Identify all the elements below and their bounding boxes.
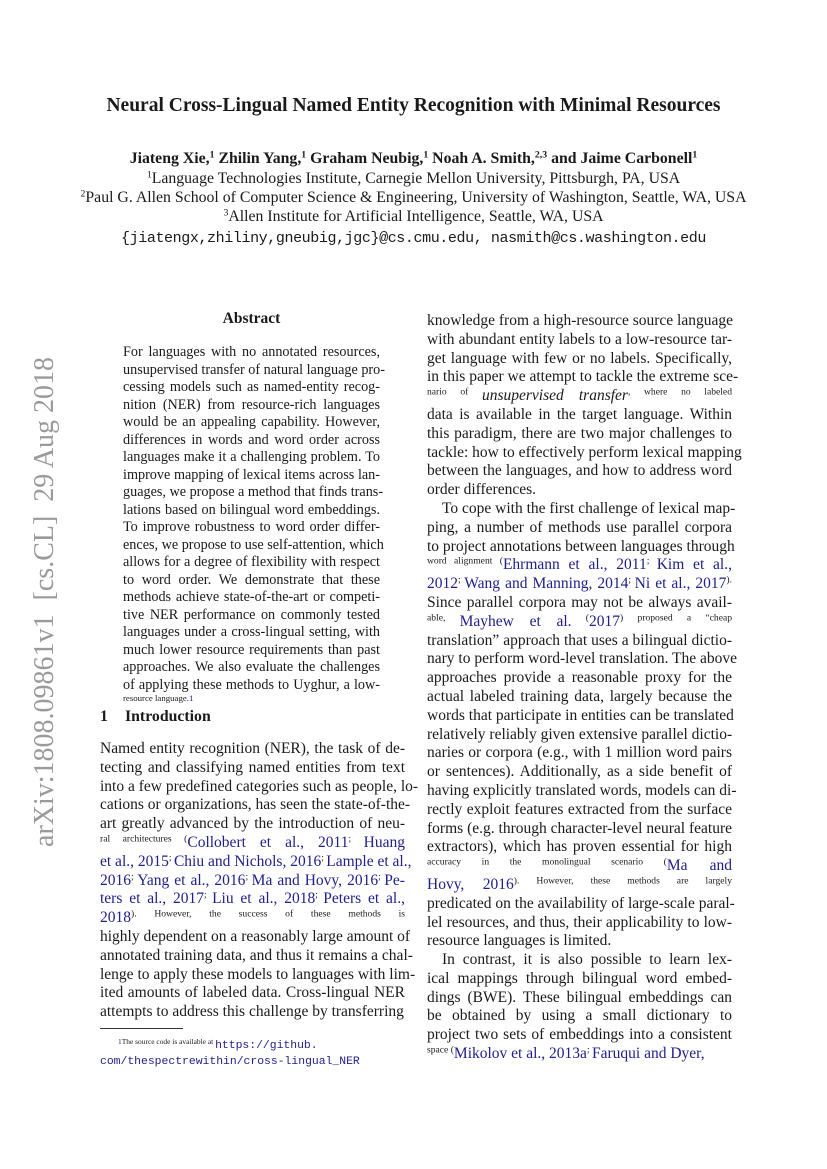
citation-link[interactable]: Liu et al., 2018 xyxy=(212,890,316,908)
citation-link[interactable]: Pe- xyxy=(384,871,405,889)
text-line xyxy=(100,872,405,891)
text-line xyxy=(427,876,732,895)
abstract-body xyxy=(123,344,385,712)
text-run: ; xyxy=(321,852,327,864)
text-line xyxy=(100,834,405,853)
text-run: accuracy in the monolingual scenario ( xyxy=(427,856,667,868)
text-run: The source code is available at xyxy=(121,1036,216,1046)
url-link[interactable]: com/thespectrewithin/cross-lingual_NER xyxy=(100,1056,360,1068)
text-line: ical mappings through bilingual word embed- xyxy=(427,969,732,987)
text-line: order differences. xyxy=(427,481,537,499)
text-line: differences in words and word order across xyxy=(123,431,380,448)
text-line: naries or corpora (e.g., with 1 million word pairs xyxy=(427,744,732,762)
citation-link[interactable]: Collobert et al., 2011 xyxy=(187,833,349,851)
text-line: this paradigm, there are two major challenges to xyxy=(427,424,732,442)
text-line: to word order. We demonstrate that these xyxy=(123,571,380,588)
citation-link[interactable]: Mayhew et al. xyxy=(459,612,572,630)
text-line: methods achieve state-of-the-art or competi- xyxy=(123,589,380,605)
author-emails: {jiatengx,zhiliny,gneubig,jgc}@cs.cmu.edu, nasmith@cs.washington.edu xyxy=(121,230,706,247)
text-run: ; xyxy=(646,556,657,568)
citation-link[interactable]: Yang et al., 2016 xyxy=(137,871,246,889)
text-line: or sentences). Additionally, as a side benefit of xyxy=(427,763,732,781)
text-line: art greatly advanced by the introduction of neu- xyxy=(100,815,405,833)
citation-link[interactable]: Ma and xyxy=(666,857,732,875)
text-line: approaches provide a reasonable proxy for the xyxy=(427,669,732,687)
text-line xyxy=(100,890,405,909)
text-line: tackle: how to effectively perform lexical mapping xyxy=(427,443,742,461)
text-line: of applying these methods to Uyghur, a low- xyxy=(123,676,380,693)
text-line xyxy=(100,1036,405,1052)
text-line: guages, we propose a method that finds trans- xyxy=(123,484,384,500)
text-line: lel resources, and thus, their applicability to low- xyxy=(427,913,732,931)
text-run: ). However, these methods are largely xyxy=(513,875,732,887)
citation-link[interactable]: et al., 2015 xyxy=(100,852,169,870)
text-run: ; xyxy=(245,871,252,883)
text-line xyxy=(427,857,732,876)
text-line: translation” approach that uses a bilingual dictio- xyxy=(427,631,732,649)
text-run: ; xyxy=(378,871,385,883)
citation-link[interactable]: ters et al., 2017 xyxy=(100,890,205,908)
citation-link[interactable]: Wang and Manning, 2014 xyxy=(464,575,629,593)
citation-link[interactable]: Kim et al., xyxy=(656,556,732,574)
text-line: In contrast, it is also possible to learn lex- xyxy=(442,951,732,969)
footnote-marker[interactable]: 1 xyxy=(118,1036,122,1046)
text-line: cations or organizations, has seen the state-of-the- xyxy=(100,796,411,814)
text-line: ping, a number of methods use parallel corpora xyxy=(427,518,732,536)
text-line: cessing models such as named-entity recog- xyxy=(123,379,380,395)
text-line: languages make it a challenging problem. To xyxy=(123,449,380,465)
footnote-divider xyxy=(100,1028,183,1029)
author: Noah A. Smith,$^{2,3}$ xyxy=(432,149,548,167)
text-run: ; xyxy=(204,890,213,902)
text-run: resource language. xyxy=(123,693,189,704)
text-line: forms (e.g. through character-level neural feature xyxy=(427,819,732,837)
citation-link[interactable]: 2016 xyxy=(100,871,131,889)
text-run: ; xyxy=(315,890,324,902)
text-line xyxy=(427,387,732,406)
text-line: lations based on bilingual word embeddings. xyxy=(123,501,380,518)
text-line: lenge to apply these models to languages with lim- xyxy=(100,965,416,983)
text-line: improve mapping of lexical items across lan- xyxy=(123,466,380,483)
citation-link[interactable]: Ni et al., 2017 xyxy=(634,575,727,593)
affiliation: $^2$Paul G. Allen School of Computer Science & Engineering, University of Washington, Seattle, WA, USA xyxy=(80,188,747,206)
text-line: tive NER performance on commonly tested xyxy=(123,606,380,623)
author: and Jaime Carbonell$^1$ xyxy=(551,149,698,167)
paper-title: Neural Cross-Lingual Named Entity Recognition with Minimal Resources xyxy=(106,95,721,116)
text-line: highly dependent on a reasonably large amount of xyxy=(100,927,411,945)
text-line: Named entity recognition (NER), the task of de- xyxy=(100,740,405,757)
text-line xyxy=(427,575,732,594)
author: Graham Neubig,$^1$ xyxy=(310,149,429,167)
footnote-marker[interactable]: 1 xyxy=(188,693,194,704)
text-line: annotated training data, and thus it remains a chal- xyxy=(100,946,413,964)
text-run: ( xyxy=(571,612,590,624)
citation-link[interactable]: 2017 xyxy=(589,612,621,630)
citation-link[interactable]: 2012 xyxy=(427,575,458,593)
citation-link[interactable]: 2018 xyxy=(100,909,131,927)
citation-link[interactable]: Huang xyxy=(363,833,405,851)
affiliation: $^3$Allen Institute for Artificial Intelligence, Seattle, WA, USA xyxy=(223,207,604,225)
affiliation: $^1$Language Technologies Institute, Carnegie Mellon University, Pittsburgh, PA, USA xyxy=(146,169,681,187)
text-run: nario of xyxy=(427,386,482,398)
intro-left-column xyxy=(100,740,419,1022)
text-line: dings (BWE). These bilingual embeddings can xyxy=(427,988,732,1006)
text-line xyxy=(100,909,405,928)
text-line: nary to perform word-level translation. The above xyxy=(427,650,738,668)
text-line: rectly exploit features extracted from the surface xyxy=(427,800,732,818)
text-run: ; xyxy=(348,833,364,845)
text-line: data is available in the target language. Within xyxy=(427,405,732,423)
text-line xyxy=(427,1045,732,1064)
text-line: actual labeled training data, largely because the xyxy=(427,687,732,705)
citation-link[interactable]: Mikolov et al., 2013a xyxy=(453,1045,587,1063)
section-heading-introduction: 1 Introduction xyxy=(100,708,211,725)
citation-link[interactable]: Peters et al., xyxy=(323,890,405,908)
text-line: unsupervised transfer of natural language pro- xyxy=(123,361,385,378)
text-line: ences, we propose to use self-attention, which xyxy=(123,536,384,553)
text-line: project two sets of embeddings into a consistent xyxy=(427,1026,732,1044)
text-run: ; xyxy=(458,574,465,586)
text-run: ; xyxy=(168,852,174,864)
text-line: would be an appealing capability. However, xyxy=(123,414,380,430)
text-line: To improve robustness to word order differ- xyxy=(123,519,380,535)
text-line: relatively reliably given extensive parallel dictio- xyxy=(427,725,733,743)
text-line: ited amounts of labeled data. Cross-lingual NER xyxy=(100,984,405,1002)
text-run: ; xyxy=(131,871,138,883)
text-line: in this paper we attempt to tackle the extreme sce- xyxy=(427,368,739,386)
intro-right-column xyxy=(427,312,742,1064)
citation-link[interactable]: Hovy, 2016 xyxy=(427,875,514,893)
emphasis-text: unsupervised transfer xyxy=(481,387,628,405)
text-line: tecting and classifying named entities from text xyxy=(100,758,405,776)
text-run: space ( xyxy=(427,1044,454,1056)
author-list xyxy=(0,150,827,168)
text-run: ). xyxy=(726,574,732,586)
text-line: words that participate in entities can be translated xyxy=(427,706,734,724)
citation-link[interactable]: Ehrmann et al., 2011 xyxy=(502,556,647,574)
url-link[interactable]: https://github. xyxy=(215,1040,318,1052)
text-run: ; xyxy=(586,1044,593,1056)
citation-link[interactable]: Lample et al., xyxy=(326,852,412,870)
author: Jiateng Xie,$^1$ xyxy=(129,149,215,167)
citation-link[interactable]: Faruqui and Dyer, xyxy=(592,1045,705,1063)
citation-link[interactable]: Chiu and Nichols, 2016 xyxy=(173,852,322,870)
text-run: ral architectures ( xyxy=(100,833,188,845)
text-line xyxy=(100,1052,405,1068)
citation-link[interactable]: Ma and Hovy, 2016 xyxy=(251,871,379,889)
text-line: attempts to address this challenge by transferring xyxy=(100,1003,404,1021)
text-line: knowledge from a high-resource source language xyxy=(427,312,734,329)
text-line xyxy=(427,613,732,632)
abstract-heading: Abstract xyxy=(222,310,281,327)
text-line: languages under a cross-lingual setting, with xyxy=(123,624,380,640)
text-line: be obtained by using a small dictionary to xyxy=(427,1007,732,1025)
text-run: ; xyxy=(628,574,635,586)
text-line xyxy=(100,852,412,872)
text-line: To cope with the first challenge of lexical map- xyxy=(442,499,736,517)
text-line xyxy=(427,556,732,575)
text-line: having explicitly translated words, models can di- xyxy=(427,781,737,799)
text-run: , where no labeled xyxy=(627,386,732,398)
text-line: extractors), which has proven essential for high xyxy=(427,838,732,856)
text-line: nition (NER) from resource-rich languages xyxy=(123,396,380,413)
text-line: much lower resource requirements than past xyxy=(123,641,380,658)
text-run: ). However, the success of these methods is xyxy=(131,908,405,920)
text-line: between the languages, and how to address word xyxy=(427,462,732,480)
text-line: into a few predefined categories such as people, lo- xyxy=(100,777,419,795)
text-line: allows for a degree of flexibility with respect xyxy=(123,554,380,570)
author: Zhilin Yang,$^1$ xyxy=(218,149,307,167)
text-line: with abundant entity labels to a low-resource tar- xyxy=(427,330,732,348)
text-line: predicated on the availability of large-scale paral- xyxy=(427,894,735,912)
text-run: able, xyxy=(427,612,460,624)
text-line: For languages with no annotated resources, xyxy=(123,344,380,360)
text-line: get language with few or no labels. Specifically, xyxy=(427,349,732,367)
text-run: word alignment ( xyxy=(427,556,503,568)
text-run: ) proposed a “cheap xyxy=(620,612,733,624)
text-line: approaches. We also evaluate the challenges xyxy=(123,659,380,675)
text-line: resource languages is limited. xyxy=(427,932,612,950)
text-line: to project annotations between languages through xyxy=(427,537,735,555)
text-line: Since parallel corpora may not be always avail- xyxy=(427,593,732,611)
footnote xyxy=(100,1036,405,1068)
arxiv-stamp: arXiv:1808.09861v1 [cs.CL] 29 Aug 2018 xyxy=(29,357,60,847)
